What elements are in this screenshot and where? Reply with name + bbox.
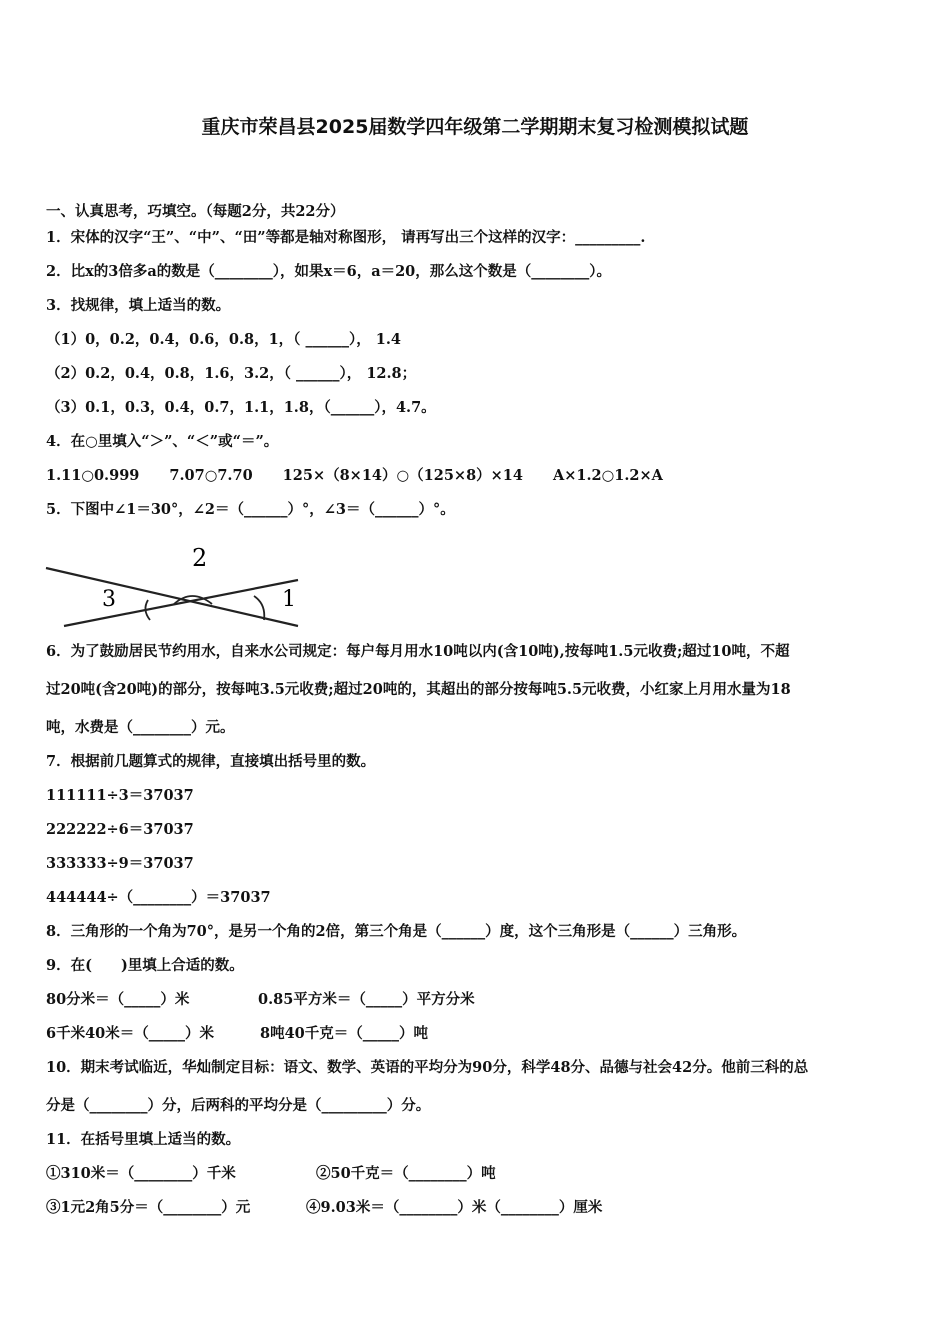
line-b xyxy=(64,580,298,626)
question-8: 8．三角形的一个角为70°，是另一个角的2倍，第三个角是（______）度，这个三角形是（______）三角形。 xyxy=(46,923,747,940)
question-4-items xyxy=(46,466,663,486)
q4-item: 1.11○0.999 xyxy=(46,467,140,484)
q9-item: 80分米＝（_____）米 xyxy=(46,991,190,1008)
q9-item: 0.85平方米＝（_____）平方分米 xyxy=(258,991,475,1008)
q11-item: ①310米＝（________）千米 xyxy=(46,1165,236,1182)
q7-equation: 111111÷3＝37037 xyxy=(46,787,194,804)
question-5: 5．下图中∠1＝30°，∠2＝（______）°，∠3＝（______）°。 xyxy=(46,501,455,518)
question-6-line-3: 吨，水费是（________）元。 xyxy=(46,719,235,736)
question-2: 2．比x的3倍多a的数是（________），如果x＝6，a＝20，那么这个数是（________）。 xyxy=(46,263,612,280)
question-10-line-2: 分是（________）分，后两科的平均分是（_________）分。 xyxy=(46,1097,431,1114)
question-11: 11．在括号里填上适当的数。 xyxy=(46,1131,241,1148)
q7-equation: 222222÷6＝37037 xyxy=(46,821,194,838)
question-6-line-2: 过20吨(含20吨)的部分，按每吨3.5元收费;超过20吨的，其超出的部分按每吨5.5元收费，小红家上月用水量为18 xyxy=(46,681,791,698)
q7-equation: 333333÷9＝37037 xyxy=(46,855,194,872)
q4-item: A×1.2○1.2×A xyxy=(553,467,663,484)
line-a xyxy=(46,568,298,626)
q9-item: 6千米40米＝（_____）米 xyxy=(46,1025,215,1042)
q11-item: ④9.03米＝（________）米（________）厘米 xyxy=(306,1199,603,1216)
q4-item: 7.07○7.70 xyxy=(169,467,253,484)
question-1: 1．宋体的汉字“王”、“中”、“田”等都是轴对称图形， 请再写出三个这样的汉字：_________. xyxy=(46,229,646,246)
question-6-line-1: 6．为了鼓励居民节约用水，自来水公司规定：每户每月用水10吨以内(含10吨),按每吨1.5元收费;超过10吨，不超 xyxy=(46,643,790,660)
q7-equation: 444444÷（________）＝37037 xyxy=(46,889,271,906)
question-10-line-1: 10．期末考试临近，华灿制定目标：语文、数学、英语的平均分为90分，科学48分、品德与社会42分。他前三科的总 xyxy=(46,1059,809,1076)
q4-item: 125×（8×14）○（125×8）×14 xyxy=(282,467,523,484)
question-3: 3．找规律，填上适当的数。 xyxy=(46,297,231,314)
question-3-part-3: （3）0.1，0.3，0.4，0.7，1.1，1.8，（______），4.7。 xyxy=(46,399,436,416)
q11-item: ③1元2角5分＝（________）元 xyxy=(46,1199,251,1216)
q11-row-2 xyxy=(46,1198,602,1218)
angle-label-3: 3 xyxy=(102,587,116,612)
q9-item: 8吨40千克＝（_____）吨 xyxy=(260,1025,429,1042)
question-7: 7．根据前几题算式的规律，直接填出括号里的数。 xyxy=(46,753,376,770)
question-9: 9．在( )里填上合适的数。 xyxy=(46,957,244,974)
angle-label-1: 1 xyxy=(282,587,296,612)
question-3-part-1: （1）0，0.2，0.4，0.6，0.8，1，（ ______）， 1.4 xyxy=(46,331,401,348)
q11-row-1 xyxy=(46,1164,496,1184)
page-title: 重庆市荣昌县2025届数学四年级第二学期期末复习检测模拟试题 xyxy=(201,116,749,138)
q11-item: ②50千克＝（________）吨 xyxy=(316,1165,496,1182)
q9-row-1 xyxy=(46,990,475,1010)
angle-label-2: 2 xyxy=(192,544,208,572)
q9-row-2 xyxy=(46,1024,428,1044)
section-heading: 一、认真思考，巧填空。（每题2分，共22分） xyxy=(46,203,345,220)
angle-figure xyxy=(44,540,304,630)
question-4: 4．在○里填入“＞”、“＜”或“＝”。 xyxy=(46,433,279,450)
question-3-part-2: （2）0.2，0.4，0.8，1.6，3.2，（ ______）， 12.8； xyxy=(46,365,417,382)
